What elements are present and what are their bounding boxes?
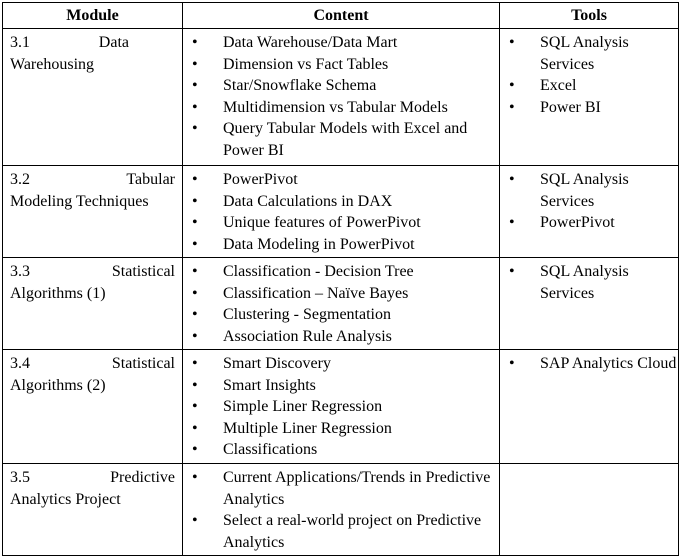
tools-list-item bbox=[500, 169, 678, 212]
content-list bbox=[183, 353, 499, 461]
module-cell bbox=[3, 464, 183, 556]
table-row bbox=[3, 464, 679, 556]
module-heading-line bbox=[10, 32, 176, 54]
bullet-icon: • bbox=[192, 327, 198, 345]
content-list-item bbox=[183, 326, 499, 348]
content-cell bbox=[183, 29, 500, 166]
module-number: 3.2 bbox=[10, 171, 30, 188]
content-item-text: Data Calculations in DAX bbox=[223, 192, 393, 210]
tools-list bbox=[500, 169, 678, 234]
bullet-icon: • bbox=[192, 192, 198, 210]
tools-cell bbox=[500, 258, 679, 350]
content-item-text: Unique features of PowerPivot bbox=[223, 214, 421, 232]
bullet-icon: • bbox=[192, 284, 198, 302]
content-item-text: Simple Liner Regression bbox=[223, 398, 383, 416]
module-cell bbox=[3, 350, 183, 464]
bullet-icon: • bbox=[192, 512, 198, 530]
module-title-rest: Modeling Techniques bbox=[10, 192, 149, 210]
content-item-text: Multidimension vs Tabular Models bbox=[223, 98, 448, 116]
content-list-item bbox=[183, 169, 499, 191]
module-title-first: Statistical bbox=[111, 263, 175, 280]
content-cell bbox=[183, 350, 500, 464]
tools-list-item bbox=[500, 97, 678, 119]
tool-item-text: SQL Analysis Services bbox=[540, 34, 629, 73]
bullet-icon: • bbox=[192, 235, 198, 253]
bullet-icon: • bbox=[509, 98, 515, 116]
bullet-icon: • bbox=[509, 77, 515, 95]
tools-cell bbox=[500, 350, 679, 464]
bullet-icon: • bbox=[192, 77, 198, 95]
bullet-icon: • bbox=[509, 355, 515, 372]
module-cell bbox=[3, 29, 183, 166]
content-list-item bbox=[183, 54, 499, 76]
table-row bbox=[3, 166, 679, 258]
tools-list bbox=[500, 261, 678, 304]
tools-list-item bbox=[500, 75, 678, 97]
tool-item-text: SQL Analysis Services bbox=[540, 263, 629, 302]
content-cell bbox=[183, 166, 500, 258]
content-cell bbox=[183, 464, 500, 556]
module-cell bbox=[3, 258, 183, 350]
bullet-icon: • bbox=[192, 441, 198, 459]
tool-item-text: Power BI bbox=[540, 98, 601, 116]
bullet-icon: • bbox=[509, 214, 515, 232]
content-list-item bbox=[183, 467, 499, 510]
module-title-first: Predictive bbox=[110, 469, 175, 486]
tool-item-text: PowerPivot bbox=[540, 214, 615, 232]
content-list-item bbox=[183, 97, 499, 119]
content-list-item bbox=[183, 32, 499, 54]
tool-item-text: SQL Analysis Services bbox=[540, 171, 629, 210]
bullet-icon: • bbox=[192, 306, 198, 324]
content-list-item bbox=[183, 261, 499, 283]
bullet-icon: • bbox=[192, 469, 198, 486]
module-heading-line bbox=[10, 261, 176, 283]
content-item-text: Classifications bbox=[223, 441, 318, 459]
bullet-icon: • bbox=[509, 34, 515, 51]
table-row bbox=[3, 258, 679, 350]
module-number: 3.1 bbox=[10, 34, 30, 51]
content-list-item bbox=[183, 283, 499, 305]
module-heading-line bbox=[10, 353, 176, 375]
content-list bbox=[183, 261, 499, 347]
module-title-rest: Warehousing bbox=[10, 55, 95, 73]
content-item-text: Multiple Liner Regression bbox=[223, 419, 392, 437]
content-item-text: Classification - Decision Tree bbox=[223, 263, 414, 280]
module-title-first: Tabular bbox=[126, 171, 175, 188]
tool-item-text: Excel bbox=[540, 77, 577, 95]
modules-table bbox=[2, 2, 679, 556]
content-item-text: Data Modeling in PowerPivot bbox=[223, 235, 415, 253]
content-item-text: Association Rule Analysis bbox=[223, 327, 392, 345]
tools-cell bbox=[500, 464, 679, 556]
header-row bbox=[3, 3, 679, 29]
content-item-text: Dimension vs Fact Tables bbox=[223, 55, 389, 73]
tools-list bbox=[500, 32, 678, 118]
tools-cell bbox=[500, 29, 679, 166]
content-list-item bbox=[183, 212, 499, 234]
bullet-icon: • bbox=[192, 263, 198, 280]
module-header: Module bbox=[3, 3, 183, 29]
bullet-icon: • bbox=[192, 214, 198, 232]
content-list-item bbox=[183, 191, 499, 213]
module-heading-line bbox=[10, 467, 176, 489]
content-item-text: PowerPivot bbox=[223, 171, 298, 188]
tools-list-item bbox=[500, 353, 678, 375]
content-item-text: Current Applications/Trends in Predictive Analytics bbox=[223, 469, 491, 508]
content-list-item bbox=[183, 304, 499, 326]
content-list-item bbox=[183, 439, 499, 461]
content-list-item bbox=[183, 418, 499, 440]
content-list-item bbox=[183, 234, 499, 256]
content-cell bbox=[183, 258, 500, 350]
tools-list-item bbox=[500, 32, 678, 75]
content-list-item bbox=[183, 396, 499, 418]
bullet-icon: • bbox=[509, 263, 515, 280]
table-body bbox=[3, 29, 679, 556]
tools-list-item bbox=[500, 212, 678, 234]
content-list bbox=[183, 32, 499, 162]
module-number: 3.4 bbox=[10, 355, 30, 372]
tool-item-text: SAP Analytics Cloud bbox=[540, 355, 677, 372]
bullet-icon: • bbox=[192, 376, 198, 394]
content-list-item bbox=[183, 510, 499, 553]
module-heading-line bbox=[10, 169, 176, 191]
content-item-text: Classification – Naïve Bayes bbox=[223, 284, 409, 302]
module-number: 3.5 bbox=[10, 469, 30, 486]
content-item-text: Smart Insights bbox=[223, 376, 316, 394]
content-list-item bbox=[183, 375, 499, 397]
content-list bbox=[183, 467, 499, 553]
tools-header: Tools bbox=[500, 3, 679, 29]
content-list-item bbox=[183, 75, 499, 97]
tools-list bbox=[500, 353, 678, 375]
bullet-icon: • bbox=[192, 355, 198, 372]
bullet-icon: • bbox=[192, 120, 198, 138]
module-title-rest: Algorithms (1) bbox=[10, 284, 106, 302]
content-item-text: Select a real-world project on Predictive Analytics bbox=[223, 512, 482, 551]
tools-list-item bbox=[500, 261, 678, 304]
content-header: Content bbox=[183, 3, 500, 29]
bullet-icon: • bbox=[192, 398, 198, 416]
module-number: 3.3 bbox=[10, 263, 30, 280]
bullet-icon: • bbox=[192, 419, 198, 437]
module-title-first: Data bbox=[98, 34, 129, 51]
bullet-icon: • bbox=[192, 171, 198, 188]
bullet-icon: • bbox=[192, 55, 198, 73]
content-item-text: Data Warehouse/Data Mart bbox=[223, 34, 398, 51]
bullet-icon: • bbox=[192, 98, 198, 116]
bullet-icon: • bbox=[192, 34, 198, 51]
table-row bbox=[3, 350, 679, 464]
content-item-text: Clustering - Segmentation bbox=[223, 306, 391, 324]
module-cell bbox=[3, 166, 183, 258]
content-list bbox=[183, 169, 499, 255]
table-row bbox=[3, 29, 679, 166]
bullet-icon: • bbox=[509, 171, 515, 188]
content-item-text: Star/Snowflake Schema bbox=[223, 77, 377, 95]
content-list-item bbox=[183, 118, 499, 161]
module-title-rest: Analytics Project bbox=[10, 490, 121, 508]
content-list-item bbox=[183, 353, 499, 375]
tools-cell bbox=[500, 166, 679, 258]
content-item-text: Smart Discovery bbox=[223, 355, 331, 372]
module-title-rest: Algorithms (2) bbox=[10, 376, 106, 394]
content-item-text: Query Tabular Models with Excel and Power BI bbox=[223, 120, 468, 159]
module-title-first: Statistical bbox=[111, 355, 175, 372]
